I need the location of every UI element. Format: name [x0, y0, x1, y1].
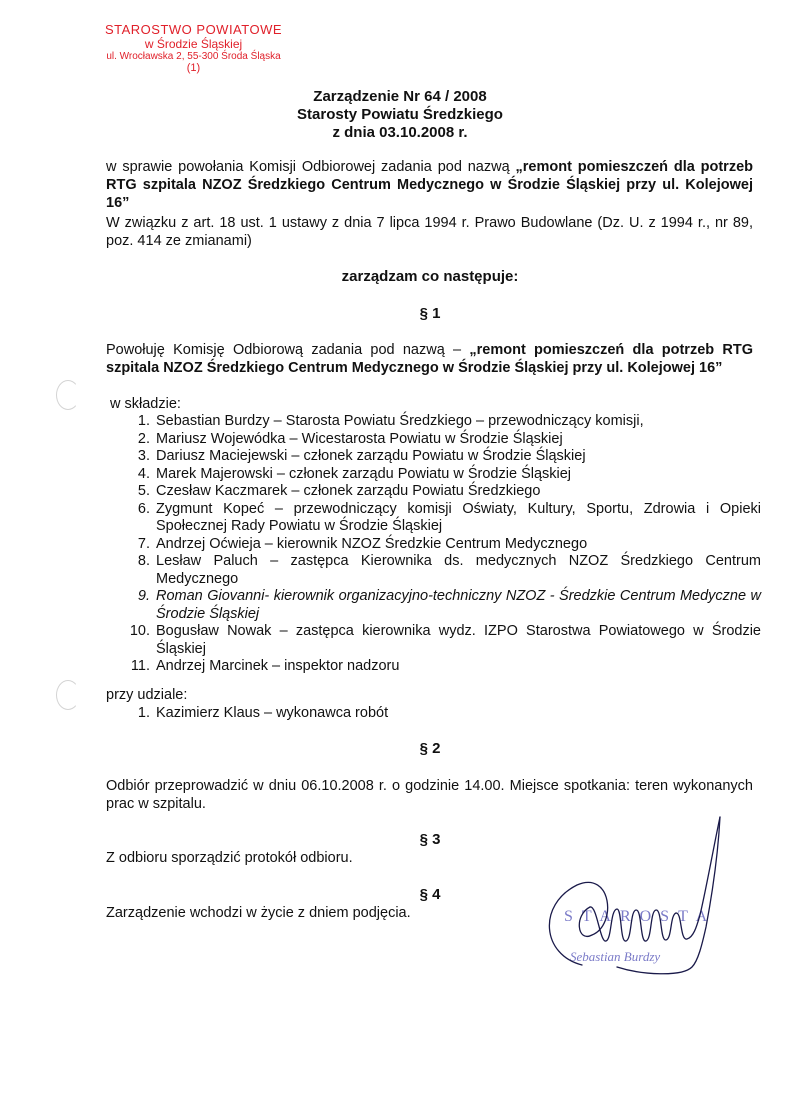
list-item-number: 6. [137, 500, 150, 517]
list-item-text: Czesław Kaczmarek – członek zarządu Powiatu Średzkiego [156, 483, 541, 499]
institution-stamp [86, 22, 301, 74]
list-item [108, 536, 761, 554]
list-item-number: 1. [137, 413, 150, 429]
list-item [108, 448, 761, 466]
list-item-number: 10. [129, 623, 150, 639]
committee-members-list [108, 413, 761, 676]
list-item [108, 431, 761, 449]
list-item-text: Zygmunt Kopeć – przewodniczący komisji Oświaty, Kultury, Sportu, Zdrowia i Opieki Społecznej Rady Powiatu w Środzie Śląskiej [156, 500, 761, 534]
section-3-heading: § 3 [419, 831, 441, 848]
section-2-heading: § 2 [419, 740, 441, 757]
list-item [108, 588, 761, 623]
list-item-text: Andrzej Oćwieja – kierownik NZOZ Średzkie Centrum Medycznego [156, 535, 588, 552]
list-item-number: 3. [137, 448, 150, 464]
signature-stamp [522, 815, 752, 985]
composition-label: w składzie: [110, 396, 181, 412]
section-1-intro-prefix: Powołuję Komisję Odbiorową zadania pod nazwą – [106, 342, 470, 358]
punch-hole [56, 380, 80, 410]
list-item-text: Roman Giovanni- kierownik organizacyjno-techniczny NZOZ - Średzkie Centrum Medyczne w Środzie Śląskiej [156, 588, 761, 622]
subject-prefix: w sprawie powołania Komisji Odbiorowej zadania pod nazwą [106, 159, 516, 175]
list-item [108, 413, 761, 431]
list-item-number: 2. [137, 430, 150, 447]
participants-list [108, 705, 761, 723]
subject-task-name: „remont pomieszczeń dla potrzeb RTG szpitala NZOZ Średzkiego Centrum Medycznego w Środzie Śląskiej przy ul. Kolejowej 16” [106, 159, 753, 211]
list-item-text: Dariusz Maciejewski – członek zarządu Powiatu w Środzie Śląskiej [156, 448, 586, 464]
list-item [108, 553, 761, 588]
list-item-text: Marek Majerowski – członek zarządu Powiatu w Środzie Śląskiej [156, 465, 572, 482]
list-item-text: Kazimierz Klaus – wykonawca robót [156, 705, 389, 721]
section-2-text: Odbiór przeprowadzić w dniu 06.10.2008 r. o godzinie 14.00. Miejsce spotkania: teren wykonanych prac w szpitalu. [106, 778, 753, 812]
list-item-text: Mariusz Wojewódka – Wicestarosta Powiatu w Środzie Śląskiej [156, 430, 563, 447]
list-item-number: 8. [137, 553, 150, 569]
participation-label: przy udziale: [106, 687, 188, 703]
list-item [108, 658, 761, 676]
list-item-text: Bogusław Nowak – zastępca kierownika wydz. IZPO Starostwa Powiatowego w Środzie Śląskiej [156, 623, 761, 657]
document-issuer: Starosty Powiatu Średzkiego [297, 106, 503, 123]
list-item-text: Andrzej Marcinek – inspektor nadzoru [156, 658, 400, 674]
section-1-intro [106, 341, 753, 377]
list-item-number: 4. [137, 465, 150, 482]
legal-basis: W związku z art. 18 ust. 1 ustawy z dnia 7 lipca 1994 r. Prawo Budowlane (Dz. U. z 1994 r., nr 89, poz. 414 ze zmianami) [106, 215, 753, 249]
section-3-text: Z odbioru sporządzić protokół odbioru. [106, 850, 353, 866]
list-item-text: Lesław Paluch – zastępca Kierownika ds. medycznych NZOZ Średzkiego Centrum Medycznego [156, 553, 761, 587]
list-item-number: 1. [137, 705, 150, 721]
stamp-line-4: (1) [186, 62, 201, 74]
list-item-number: 11. [130, 658, 150, 674]
document-title: Zarządzenie Nr 64 / 2008 [313, 88, 487, 105]
document-date: z dnia 03.10.2008 r. [332, 124, 468, 141]
list-item [108, 466, 761, 484]
punch-hole [56, 680, 80, 710]
list-item-number: 7. [137, 535, 150, 552]
stamp-line-2: w Środzie Śląskiej [144, 37, 243, 51]
section-4-text: Zarządzenie wchodzi w życie z dniem podjęcia. [106, 905, 411, 921]
signature-stamp-name: Sebastian Burdzy [570, 949, 661, 964]
list-item-text: Sebastian Burdzy – Starosta Powiatu Średzkiego – przewodniczący komisji, [156, 413, 644, 429]
list-item-number: 5. [137, 483, 150, 499]
subject-paragraph [106, 158, 753, 212]
stamp-line-1: STAROSTWO POWIATOWE [104, 22, 283, 37]
list-item-number: 9. [137, 588, 150, 604]
section-4-heading: § 4 [419, 886, 441, 903]
list-item [108, 705, 761, 723]
section-1-task-name: „remont pomieszczeń dla potrzeb RTG szpitala NZOZ Średzkiego Centrum Medycznego w Środzie Śląskiej przy ul. Kolejowej 16” [106, 342, 754, 376]
signature-stamp-title: STAROSTA [564, 908, 717, 925]
section-1-heading: § 1 [419, 305, 441, 322]
stamp-line-3: ul. Wrocławska 2, 55-300 Środa Śląska [106, 51, 281, 62]
list-item [108, 623, 761, 658]
decree-formula: zarządzam co następuje: [341, 268, 519, 285]
list-item [108, 501, 761, 536]
list-item [108, 483, 761, 501]
